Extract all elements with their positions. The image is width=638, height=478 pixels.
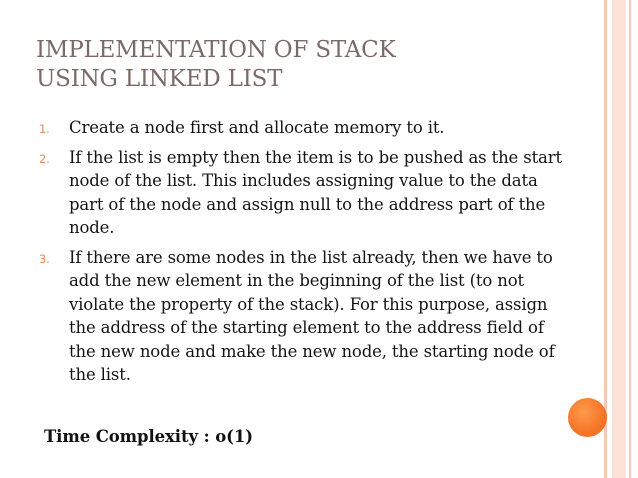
title-line-1: IMPLEMENTATION OF STACK <box>36 37 396 63</box>
list-item <box>36 246 566 387</box>
steps-list <box>36 116 566 393</box>
decorative-stripe-wide <box>612 0 626 478</box>
list-item <box>36 116 566 140</box>
list-item-text: If there are some nodes in the list already, then we have to add the new element in the beginning of the list (to not violate the property of the stack). For this purpose, assign the address of the starting element to the address field of the new node and make the new node, the starting node of the list. <box>69 247 555 384</box>
title-line-2: USING LINKED LIST <box>36 66 283 92</box>
decorative-stripe <box>604 0 607 478</box>
list-number: 3. <box>39 251 50 266</box>
list-item-text: If the list is empty then the item is to be pushed as the start node of the list. This includes assigning value to the data part of the node and assign null to the address part of the node. <box>69 147 562 237</box>
list-item-text: Create a node first and allocate memory to it. <box>69 118 445 137</box>
list-number: 1. <box>39 122 50 136</box>
decorative-stripe-thin <box>629 0 631 478</box>
time-complexity: Time Complexity : o(1) <box>44 427 253 446</box>
list-item <box>36 146 566 240</box>
orange-circle-decoration <box>568 398 607 437</box>
slide-title <box>36 36 576 94</box>
list-number: 2. <box>39 151 50 166</box>
